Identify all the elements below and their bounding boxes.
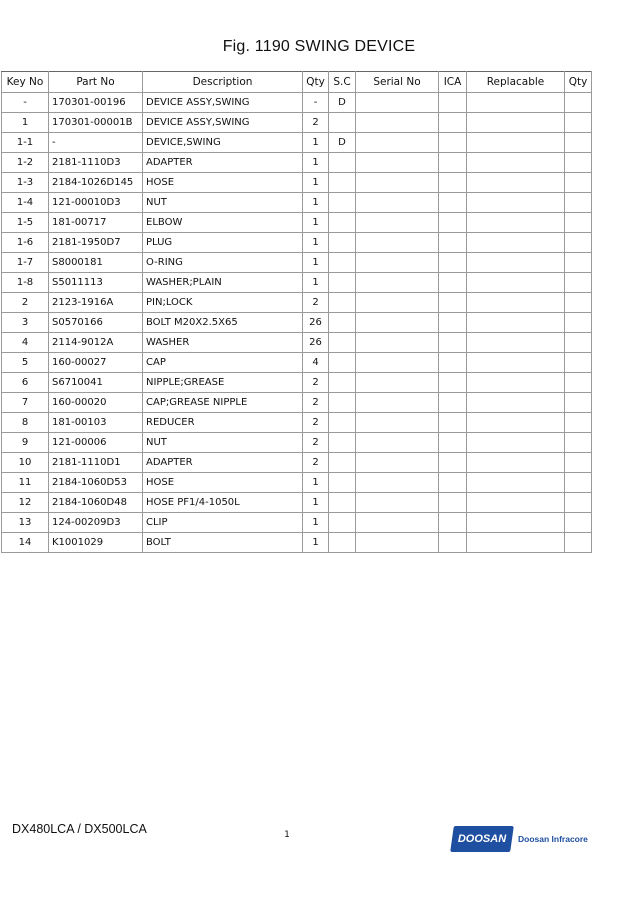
cell-description: HOSE — [143, 473, 303, 493]
table-row — [2, 93, 592, 113]
cell-part-no: 121-00006 — [49, 433, 143, 453]
cell-part-no: 2181-1950D7 — [49, 233, 143, 253]
cell-qty: 1 — [303, 153, 329, 173]
cell-qty-2 — [565, 153, 592, 173]
cell-qty: 2 — [303, 113, 329, 133]
cell-part-no: 160-00020 — [49, 393, 143, 413]
cell-ica — [439, 133, 467, 153]
parts-table — [1, 71, 592, 553]
cell-key-no: 3 — [2, 313, 49, 333]
cell-qty-2 — [565, 453, 592, 473]
cell-serial-no — [356, 153, 439, 173]
cell-description: HOSE PF1/4-1050L — [143, 493, 303, 513]
cell-qty: 1 — [303, 133, 329, 153]
cell-sc — [329, 433, 356, 453]
table-row — [2, 153, 592, 173]
cell-description: NUT — [143, 433, 303, 453]
cell-key-no: 4 — [2, 333, 49, 353]
cell-key-no: 14 — [2, 533, 49, 553]
cell-description: BOLT M20X2.5X65 — [143, 313, 303, 333]
page-title: Fig. 1190 SWING DEVICE — [222, 38, 416, 55]
cell-sc — [329, 153, 356, 173]
cell-qty: 1 — [303, 253, 329, 273]
cell-sc — [329, 113, 356, 133]
cell-sc — [329, 313, 356, 333]
table-row — [2, 413, 592, 433]
cell-serial-no — [356, 253, 439, 273]
cell-qty-2 — [565, 293, 592, 313]
cell-description: PIN;LOCK — [143, 293, 303, 313]
cell-description: ADAPTER — [143, 153, 303, 173]
cell-part-no: - — [49, 133, 143, 153]
cell-replacable — [467, 93, 565, 113]
cell-description: HOSE — [143, 173, 303, 193]
model-name: DX480LCA / DX500LCA — [12, 822, 147, 836]
header-description: Description — [143, 72, 303, 93]
cell-serial-no — [356, 433, 439, 453]
cell-ica — [439, 473, 467, 493]
cell-serial-no — [356, 493, 439, 513]
cell-part-no: S6710041 — [49, 373, 143, 393]
cell-ica — [439, 293, 467, 313]
cell-qty-2 — [565, 273, 592, 293]
cell-sc: D — [329, 93, 356, 113]
table-row — [2, 293, 592, 313]
cell-part-no: S8000181 — [49, 253, 143, 273]
cell-ica — [439, 93, 467, 113]
cell-qty-2 — [565, 413, 592, 433]
cell-qty-2 — [565, 533, 592, 553]
cell-qty-2 — [565, 93, 592, 113]
cell-ica — [439, 193, 467, 213]
table-row — [2, 313, 592, 333]
cell-serial-no — [356, 533, 439, 553]
cell-serial-no — [356, 393, 439, 413]
cell-qty-2 — [565, 253, 592, 273]
cell-replacable — [467, 173, 565, 193]
cell-qty: 4 — [303, 353, 329, 373]
table-row — [2, 213, 592, 233]
cell-replacable — [467, 313, 565, 333]
cell-replacable — [467, 393, 565, 413]
table-row — [2, 453, 592, 473]
cell-qty-2 — [565, 393, 592, 413]
cell-replacable — [467, 513, 565, 533]
cell-qty: 2 — [303, 433, 329, 453]
cell-replacable — [467, 413, 565, 433]
cell-key-no: 9 — [2, 433, 49, 453]
cell-ica — [439, 413, 467, 433]
cell-key-no: 1-7 — [2, 253, 49, 273]
cell-replacable — [467, 233, 565, 253]
table-header-row — [2, 72, 592, 93]
cell-qty-2 — [565, 213, 592, 233]
cell-ica — [439, 273, 467, 293]
cell-sc — [329, 193, 356, 213]
cell-replacable — [467, 473, 565, 493]
cell-qty: 2 — [303, 393, 329, 413]
cell-replacable — [467, 533, 565, 553]
cell-qty: 1 — [303, 513, 329, 533]
cell-ica — [439, 493, 467, 513]
cell-qty-2 — [565, 233, 592, 253]
cell-ica — [439, 373, 467, 393]
cell-qty: 1 — [303, 193, 329, 213]
cell-key-no: 1-3 — [2, 173, 49, 193]
cell-qty: 1 — [303, 233, 329, 253]
cell-ica — [439, 153, 467, 173]
cell-sc — [329, 353, 356, 373]
cell-part-no: 160-00027 — [49, 353, 143, 373]
table-row — [2, 533, 592, 553]
cell-ica — [439, 253, 467, 273]
table-row — [2, 433, 592, 453]
cell-sc — [329, 513, 356, 533]
table-row — [2, 473, 592, 493]
header-qty: Qty — [303, 72, 329, 93]
cell-part-no: 2181-1110D3 — [49, 153, 143, 173]
cell-part-no: 2114-9012A — [49, 333, 143, 353]
cell-replacable — [467, 353, 565, 373]
cell-description: BOLT — [143, 533, 303, 553]
cell-description: PLUG — [143, 233, 303, 253]
cell-part-no: 2184-1026D145 — [49, 173, 143, 193]
cell-part-no: 170301-00196 — [49, 93, 143, 113]
cell-serial-no — [356, 333, 439, 353]
cell-replacable — [467, 493, 565, 513]
cell-qty-2 — [565, 133, 592, 153]
table-row — [2, 233, 592, 253]
cell-description: CLIP — [143, 513, 303, 533]
header-replacable: Replacable — [467, 72, 565, 93]
cell-qty-2 — [565, 433, 592, 453]
table-row — [2, 393, 592, 413]
cell-serial-no — [356, 453, 439, 473]
cell-description: ADAPTER — [143, 453, 303, 473]
cell-serial-no — [356, 413, 439, 433]
cell-serial-no — [356, 213, 439, 233]
header-qty-2: Qty — [565, 72, 592, 93]
logo-text: Doosan Infracore — [518, 834, 588, 844]
cell-qty-2 — [565, 373, 592, 393]
cell-sc — [329, 533, 356, 553]
cell-qty: 26 — [303, 333, 329, 353]
cell-part-no: 2184-1060D53 — [49, 473, 143, 493]
cell-part-no: S5011113 — [49, 273, 143, 293]
cell-qty-2 — [565, 113, 592, 133]
logo-badge — [450, 826, 514, 852]
table-row — [2, 353, 592, 373]
logo-badge-text: DOOSAN — [457, 833, 507, 845]
cell-description: ELBOW — [143, 213, 303, 233]
cell-part-no: 170301-00001B — [49, 113, 143, 133]
cell-replacable — [467, 193, 565, 213]
cell-qty-2 — [565, 333, 592, 353]
cell-ica — [439, 213, 467, 233]
cell-serial-no — [356, 193, 439, 213]
cell-qty-2 — [565, 173, 592, 193]
page-number: 1 — [284, 830, 290, 840]
cell-replacable — [467, 113, 565, 133]
cell-description: NIPPLE;GREASE — [143, 373, 303, 393]
cell-sc — [329, 173, 356, 193]
cell-sc — [329, 233, 356, 253]
cell-serial-no — [356, 133, 439, 153]
cell-ica — [439, 433, 467, 453]
cell-ica — [439, 393, 467, 413]
doosan-logo — [452, 826, 588, 856]
cell-qty: 1 — [303, 533, 329, 553]
cell-sc — [329, 373, 356, 393]
cell-key-no: 12 — [2, 493, 49, 513]
cell-key-no: 10 — [2, 453, 49, 473]
cell-key-no: 1-6 — [2, 233, 49, 253]
cell-qty: 1 — [303, 473, 329, 493]
cell-replacable — [467, 333, 565, 353]
cell-part-no: 181-00717 — [49, 213, 143, 233]
cell-key-no: 1-1 — [2, 133, 49, 153]
cell-qty-2 — [565, 193, 592, 213]
cell-serial-no — [356, 373, 439, 393]
cell-description: CAP — [143, 353, 303, 373]
cell-serial-no — [356, 93, 439, 113]
parts-table-body — [2, 93, 592, 553]
cell-serial-no — [356, 353, 439, 373]
cell-replacable — [467, 253, 565, 273]
cell-qty-2 — [565, 313, 592, 333]
cell-serial-no — [356, 313, 439, 333]
cell-qty: - — [303, 93, 329, 113]
cell-key-no: 13 — [2, 513, 49, 533]
cell-replacable — [467, 453, 565, 473]
table-row — [2, 133, 592, 153]
header-part-no: Part No — [49, 72, 143, 93]
cell-qty-2 — [565, 493, 592, 513]
table-row — [2, 333, 592, 353]
cell-key-no: 8 — [2, 413, 49, 433]
header-ica: ICA — [439, 72, 467, 93]
cell-qty: 1 — [303, 213, 329, 233]
cell-qty: 2 — [303, 293, 329, 313]
cell-ica — [439, 113, 467, 133]
cell-key-no: 11 — [2, 473, 49, 493]
header-key-no: Key No — [2, 72, 49, 93]
cell-serial-no — [356, 113, 439, 133]
header-serial-no: Serial No — [356, 72, 439, 93]
cell-key-no: 2 — [2, 293, 49, 313]
cell-part-no: S0570166 — [49, 313, 143, 333]
cell-sc — [329, 413, 356, 433]
cell-qty: 1 — [303, 273, 329, 293]
cell-qty: 2 — [303, 373, 329, 393]
cell-part-no: 2181-1110D1 — [49, 453, 143, 473]
cell-serial-no — [356, 473, 439, 493]
cell-qty: 26 — [303, 313, 329, 333]
cell-key-no: 7 — [2, 393, 49, 413]
cell-sc — [329, 493, 356, 513]
cell-ica — [439, 173, 467, 193]
table-row — [2, 493, 592, 513]
cell-serial-no — [356, 233, 439, 253]
cell-part-no: 2123-1916A — [49, 293, 143, 313]
table-row — [2, 373, 592, 393]
cell-replacable — [467, 293, 565, 313]
cell-qty: 2 — [303, 453, 329, 473]
cell-part-no: 2184-1060D48 — [49, 493, 143, 513]
cell-qty-2 — [565, 513, 592, 533]
cell-replacable — [467, 273, 565, 293]
cell-serial-no — [356, 173, 439, 193]
cell-replacable — [467, 133, 565, 153]
cell-description: NUT — [143, 193, 303, 213]
cell-key-no: 1 — [2, 113, 49, 133]
cell-key-no: - — [2, 93, 49, 113]
cell-description: DEVICE,SWING — [143, 133, 303, 153]
cell-serial-no — [356, 293, 439, 313]
cell-qty: 1 — [303, 493, 329, 513]
cell-ica — [439, 313, 467, 333]
cell-qty-2 — [565, 473, 592, 493]
cell-part-no: 121-00010D3 — [49, 193, 143, 213]
cell-description: DEVICE ASSY,SWING — [143, 93, 303, 113]
cell-description: DEVICE ASSY,SWING — [143, 113, 303, 133]
cell-sc — [329, 213, 356, 233]
cell-description: CAP;GREASE NIPPLE — [143, 393, 303, 413]
cell-ica — [439, 513, 467, 533]
cell-key-no: 5 — [2, 353, 49, 373]
cell-replacable — [467, 373, 565, 393]
cell-replacable — [467, 153, 565, 173]
table-row — [2, 173, 592, 193]
cell-description: REDUCER — [143, 413, 303, 433]
cell-part-no: 124-00209D3 — [49, 513, 143, 533]
cell-description: WASHER — [143, 333, 303, 353]
cell-sc — [329, 253, 356, 273]
cell-replacable — [467, 433, 565, 453]
cell-ica — [439, 533, 467, 553]
table-row — [2, 253, 592, 273]
cell-qty-2 — [565, 353, 592, 373]
cell-sc — [329, 293, 356, 313]
cell-description: WASHER;PLAIN — [143, 273, 303, 293]
cell-sc — [329, 333, 356, 353]
cell-ica — [439, 233, 467, 253]
cell-serial-no — [356, 273, 439, 293]
cell-sc — [329, 453, 356, 473]
cell-description: O-RING — [143, 253, 303, 273]
cell-replacable — [467, 213, 565, 233]
cell-key-no: 1-8 — [2, 273, 49, 293]
cell-qty: 1 — [303, 173, 329, 193]
cell-ica — [439, 333, 467, 353]
cell-sc — [329, 473, 356, 493]
table-row — [2, 273, 592, 293]
cell-sc: D — [329, 133, 356, 153]
cell-sc — [329, 273, 356, 293]
cell-key-no: 6 — [2, 373, 49, 393]
table-row — [2, 513, 592, 533]
cell-ica — [439, 453, 467, 473]
cell-key-no: 1-2 — [2, 153, 49, 173]
table-row — [2, 113, 592, 133]
cell-key-no: 1-5 — [2, 213, 49, 233]
cell-serial-no — [356, 513, 439, 533]
cell-key-no: 1-4 — [2, 193, 49, 213]
cell-part-no: K1001029 — [49, 533, 143, 553]
cell-part-no: 181-00103 — [49, 413, 143, 433]
cell-qty: 2 — [303, 413, 329, 433]
cell-ica — [439, 353, 467, 373]
table-row — [2, 193, 592, 213]
header-sc: S.C — [329, 72, 356, 93]
cell-sc — [329, 393, 356, 413]
